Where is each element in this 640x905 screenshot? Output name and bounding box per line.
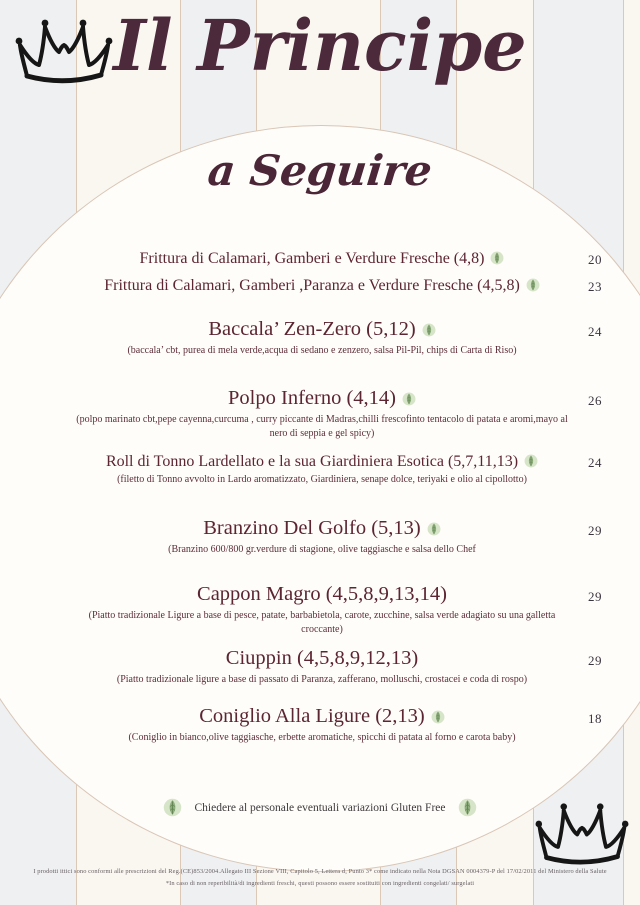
menu-list [42,0,602,905]
menu-item [42,277,602,297]
dish-price: 29 [588,589,602,604]
dish-name: Roll di Tonno Lardellato e la sua Giardiniera Esotica (5,7,11,13) [105,453,519,470]
dish-price: 26 [588,393,602,408]
dish-price: 24 [588,324,602,339]
dish-name: Cappon Magro (4,5,8,9,13,14) [197,583,447,605]
dish-description: (filetto di Tonno avvolto in Lardo aromatizzato, Giardiniera, senape dolce, teriyaki e olio al cipollotto) [117,474,527,486]
dish-name: Ciuppin (4,5,8,9,12,13) [225,647,419,669]
gluten-free-leaf-icon [402,392,416,406]
dish-description: (Piatto tradizionale Ligure a base di pesce, patate, barbabietola, carote, zucchine, salsa verde adagiato su una galletta croccante) [88,609,556,635]
gluten-free-leaf-icon [427,522,441,536]
gluten-free-leaf-icon [422,323,436,337]
menu-item [42,583,602,637]
dish-description: (polpo marinato cbt,pepe cayenna,curcuma , curry piccante di Madras,chilli frescofinto tentacolo di patata e aromi,mayo al nero di seppia e gel spicy) [76,413,568,439]
dish-price: 18 [588,711,602,726]
legal-fine-print [0,866,640,890]
dish-description: (Coniglio in bianco,olive taggiasche, erbette aromatiche, spicchi di patata al forno e carota baby) [128,731,516,743]
menu-item [42,647,602,687]
dish-price: 23 [588,279,602,294]
menu-item [42,517,602,557]
gluten-free-leaf-icon [163,798,182,817]
gluten-free-leaf-icon [524,454,538,468]
menu-item [42,453,602,487]
menu-item [42,705,602,745]
dish-description: (Branzino 600/800 gr.verdure di stagione, olive taggiasche e salsa dello Chef [168,543,476,555]
dish-name: Coniglio Alla Ligure (2,13) [199,705,425,727]
dish-description: (baccala’ cbt, purea di mela verde,acqua di sedano e zenzero, salsa Pil-Pil, chips di Carta di Riso) [127,344,517,356]
gluten-free-note [0,798,640,817]
gluten-note-text: Chiedere al personale eventuali variazioni Gluten Free [194,801,446,814]
menu-item [42,318,602,358]
dish-name: Polpo Inferno (4,14) [228,387,396,409]
dish-price: 29 [588,653,602,668]
section-title: a Seguire [205,146,435,195]
menu-item [42,387,602,441]
dish-name: Frittura di Calamari, Gamberi ,Paranza e Verdure Fresche (4,5,8) [104,277,520,294]
legal-line-1: I prodotti ittici sono conformi alle prescrizioni del Reg.(CE)853/2004.Allegato III Sezione VIII, Capitolo 5, Lettera d, Punto 3* come indicato nella Nota DGSAN 0004379-P del 17/02/2011 del Ministero della Salute [33,868,607,875]
dish-name: Baccala’ Zen-Zero (5,12) [208,318,416,340]
dish-price: 29 [588,523,602,538]
dish-description: (Piatto tradizionale ligure a base di passato di Paranza, zafferano, molluschi, crostacei e coda di rospo) [116,673,528,685]
dish-description [42,295,602,297]
menu-item [42,250,602,270]
gluten-free-leaf-icon [490,251,504,265]
gluten-free-leaf-icon [458,798,477,817]
page-title: Il Principe [113,4,527,87]
dish-name: Branzino Del Golfo (5,13) [203,517,421,539]
dish-price: 24 [588,455,602,470]
legal-line-2: *In caso di non reperibilità/di ingredienti freschi, questi possono essere sostituiti con ingredienti congelati/ surgelati [165,880,475,888]
dish-price: 20 [588,252,602,267]
gluten-free-leaf-icon [431,710,445,724]
dish-name: Frittura di Calamari, Gamberi e Verdure Fresche (4,8) [139,250,485,267]
dish-description [42,268,602,270]
gluten-free-leaf-icon [526,278,540,292]
